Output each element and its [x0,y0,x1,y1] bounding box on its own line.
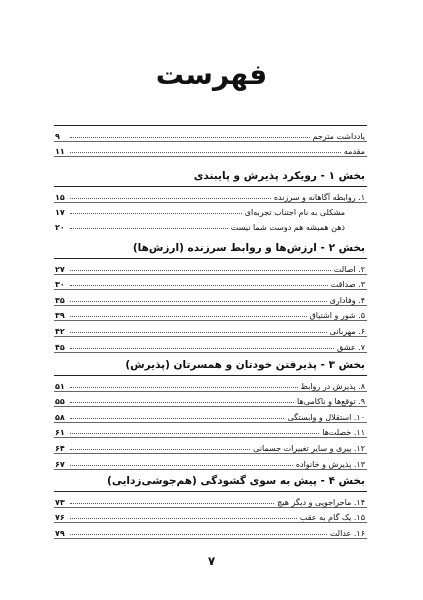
front-matter-entries [54,125,367,157]
section-heading: بخش ۴ - پیش به سوی گشودگی (هم‌جوشی‌زدایی) [107,475,365,487]
toc-entry-page: ۶۷ [55,459,65,469]
front-matter [54,125,367,157]
toc-entry [54,126,367,142]
toc-entry-page: ۶۱ [55,428,65,438]
section-1 [54,166,367,232]
toc-entry-page: ۵۱ [55,381,65,391]
toc-entry-title: یادداشت مترجم [312,131,365,141]
toc-entry-page: ۳۹ [55,311,65,321]
toc-entry-page: ۳۵ [55,295,65,305]
toc-entry [54,142,367,158]
dot-leader [70,301,327,302]
toc-entry-title: ۸. پذیرش در روابط [300,381,365,391]
dot-leader [70,348,334,349]
toc-entry-page: ۶۴ [55,443,65,453]
toc-entry-page: ۵۵ [55,397,65,407]
dot-leader [70,316,307,317]
section-heading: بخش ۲ - ارزش‌ها و روابط سرزنده (ارزش‌ها) [132,242,365,254]
toc-entry-title: ۱۳. پذیرش و خانواده [295,459,365,469]
toc-entry-title: ۴. وفاداری [329,295,365,305]
toc-entry-page: ۷۶ [55,513,65,523]
toc-entry-title: ۱۱. خصلت‌ها [322,428,365,438]
toc-entry-title: ۲. اصالت [333,264,365,274]
toc-entry-page: ۷۹ [55,528,65,538]
toc-entry-page: ۱۱ [55,147,65,157]
toc-entry [54,438,367,454]
section-entries [54,258,367,353]
toc-entry-title: ۵. شور و اشتیاق [309,311,365,321]
toc-entry-title: ذهن همیشه هم دوست شما نیست [230,222,345,232]
dot-leader [70,137,310,138]
toc-entry [54,275,367,291]
toc-entry-title: ۳. صداقت [330,280,365,290]
dot-leader [70,402,294,403]
toc-entry [54,454,367,470]
toc-entry [54,259,367,275]
dot-leader [70,387,298,388]
toc-entry-page: ۹ [55,131,60,141]
section-3 [54,355,367,470]
toc-entry [54,290,367,306]
dot-leader [70,534,327,535]
toc-entry-title: ۷. عشق [337,342,365,352]
toc-entry-page: ۱۷ [55,208,65,218]
section-heading: بخش ۳ - پذیرفتن خودتان و همسرتان (پذیرش) [125,359,365,371]
section-2 [54,238,367,353]
section-4 [54,471,367,539]
dot-leader [70,198,271,199]
toc-entry-title: ۱. روابطه آگاهانه و سرزنده [273,192,365,202]
toc-entry [54,203,367,218]
toc-entry [54,407,367,423]
page-number: ۷ [207,554,216,568]
toc-entry [54,423,367,439]
toc-entry [54,321,367,337]
toc-entry-page: ۷۳ [55,497,65,507]
toc-entry-title: ۱۶. عدالت [329,528,365,538]
toc-entry-title: ۱۲. پیری و سایر تغییرات جسمانی [253,443,365,453]
toc-entry-title: ۱۵. یک گام به عقب [299,513,365,523]
dot-leader [70,228,228,229]
toc-entry-page: ۳۰ [55,280,65,290]
section-entries [54,491,367,539]
dot-leader [70,213,242,214]
dot-leader [70,332,327,333]
toc-entry-page: ۵۸ [55,412,65,422]
toc-entry [54,392,367,408]
dot-leader [70,433,319,434]
toc-entry-page: ۲۷ [55,264,65,274]
toc-entry [54,217,367,232]
toc-entry-page: ۴۵ [55,342,65,352]
dot-leader [70,449,250,450]
toc-entry-title: مشکلی به نام اجتناب تجربه‌ای [244,208,345,218]
toc-entry-page: ۲۰ [55,222,65,232]
toc-entry [54,508,367,524]
dot-leader [70,518,297,519]
toc-entry-title: مقدمه [343,147,365,157]
section-entries [54,375,367,470]
toc-entry [54,306,367,322]
toc-entry [54,187,367,203]
dot-leader [70,152,341,153]
dot-leader [70,270,331,271]
dot-leader [70,285,328,286]
toc-entry [54,492,367,508]
dot-leader [70,418,284,419]
section-entries [54,186,367,232]
dot-leader [70,465,293,466]
section-heading: بخش ۱ - رویکرد پذیرش و پایبندی [193,170,365,182]
toc-entry-title: ۹. توقع‌ها و ناکامی‌ها [297,397,365,407]
toc-entry-page: ۱۵ [55,192,65,202]
toc-entry [54,337,367,353]
page-title: فهرست [155,58,268,91]
toc-entry-page: ۴۲ [55,326,65,336]
toc-entry-title: ۱۰. استقلال و وابستگی [287,412,365,422]
toc-entry-title: ۱۴. ماجراجویی و دیگر هیچ [277,497,365,507]
toc-entry [54,376,367,392]
toc-entry [54,523,367,539]
dot-leader [70,503,274,504]
toc-entry-title: ۶. مهربانی [329,326,365,336]
